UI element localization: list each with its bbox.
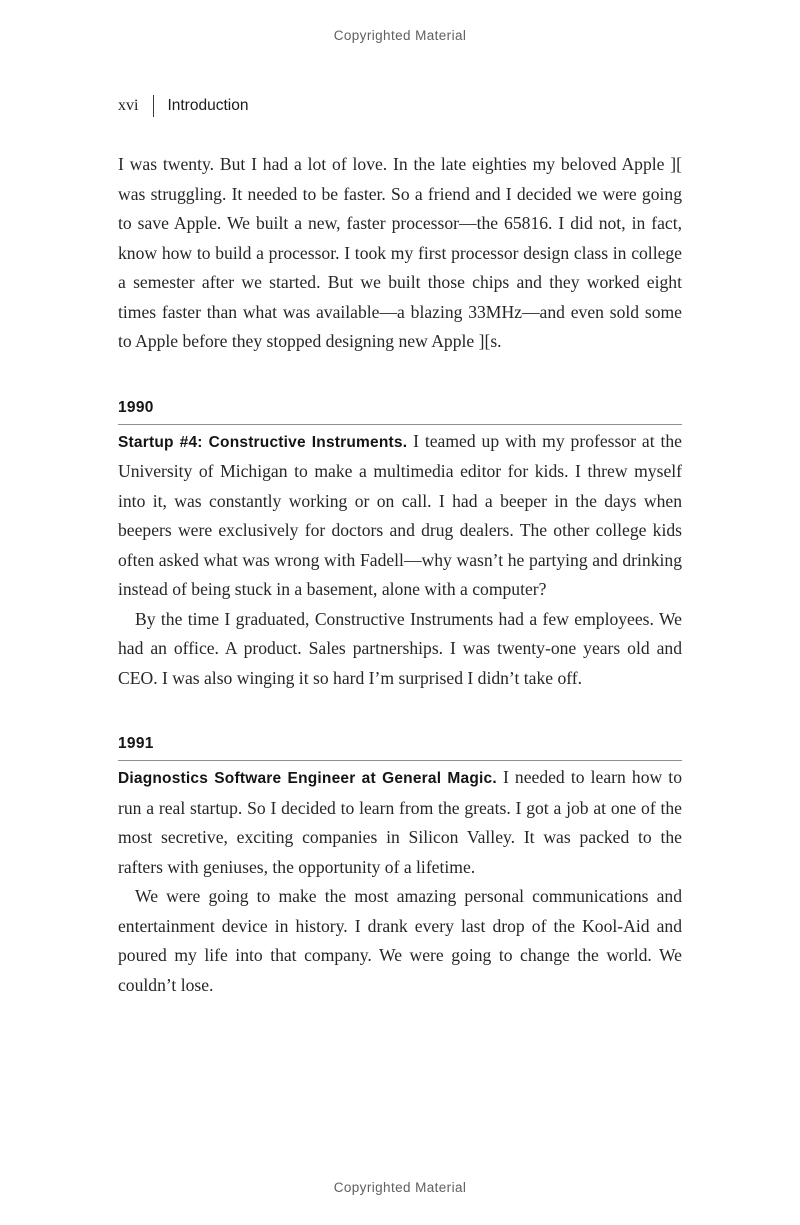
section-1991-lead-in: Diagnostics Software Engineer at General Magic. xyxy=(118,770,497,787)
section-1990-lead-text: I teamed up with my professor at the University of Michigan to make a multimedia editor for kids. I threw myself into it, was constantly working or on call. I had a beeper in the days when beepers were exclusively for doctors and drug dealers. The other college kids often asked what was wrong with Fadell—why wasn’t he partying and drinking instead of being stuck in a basement, alone with a computer? xyxy=(118,430,682,599)
section-1990-lead-in: Startup #4: Constructive Instruments. xyxy=(118,433,408,451)
section-1990-lead-paragraph xyxy=(118,427,682,605)
section-heading-1991: 1991 xyxy=(118,735,682,761)
intro-paragraph: I was twenty. But I had a lot of love. In the late eighties my beloved Apple ][ was struggling. It needed to be faster. So a friend and I decided we were going to save Apple. We built a new, faster processor—the 65816. I did not, in fact, know how to build a processor. I took my first processor design class in college a semester after we started. But we built those chips and they worked eight times faster than what was available—a blazing 33MHz—and even sold some to Apple before they stopped designing new Apple ][s. xyxy=(118,154,682,351)
page-number: xvi xyxy=(118,97,139,114)
section-heading-1990: 1990 xyxy=(118,399,682,425)
chapter-title: Introduction xyxy=(167,97,249,114)
section-1990-paragraph: By the time I graduated, Constructive Instruments had a few employees. We had an office. A product. Sales partnerships. I was twenty-one years old and CEO. I was also winging it so hard I’m surprised I didn’t take off. xyxy=(118,608,682,688)
section-1991-lead-paragraph xyxy=(118,763,682,882)
running-head xyxy=(118,95,248,117)
copyright-notice-top: Copyrighted Material xyxy=(333,28,467,43)
running-head-divider xyxy=(153,95,154,117)
section-1991-lead-text: I needed to learn how to run a real startup. So I decided to learn from the greats. I got a job at one of the most secretive, exciting companies in Silicon Valley. It was packed to the rafters with geniuses, the opportunity of a lifetime. xyxy=(118,767,682,877)
page-content xyxy=(118,150,682,1000)
copyright-notice-bottom: Copyrighted Material xyxy=(333,1180,467,1195)
section-1991-paragraph: We were going to make the most amazing personal communications and entertainment device in history. I drank every last drop of the Kool-Aid and poured my life into that company. We were going to change the world. We couldn’t lose. xyxy=(118,886,682,995)
